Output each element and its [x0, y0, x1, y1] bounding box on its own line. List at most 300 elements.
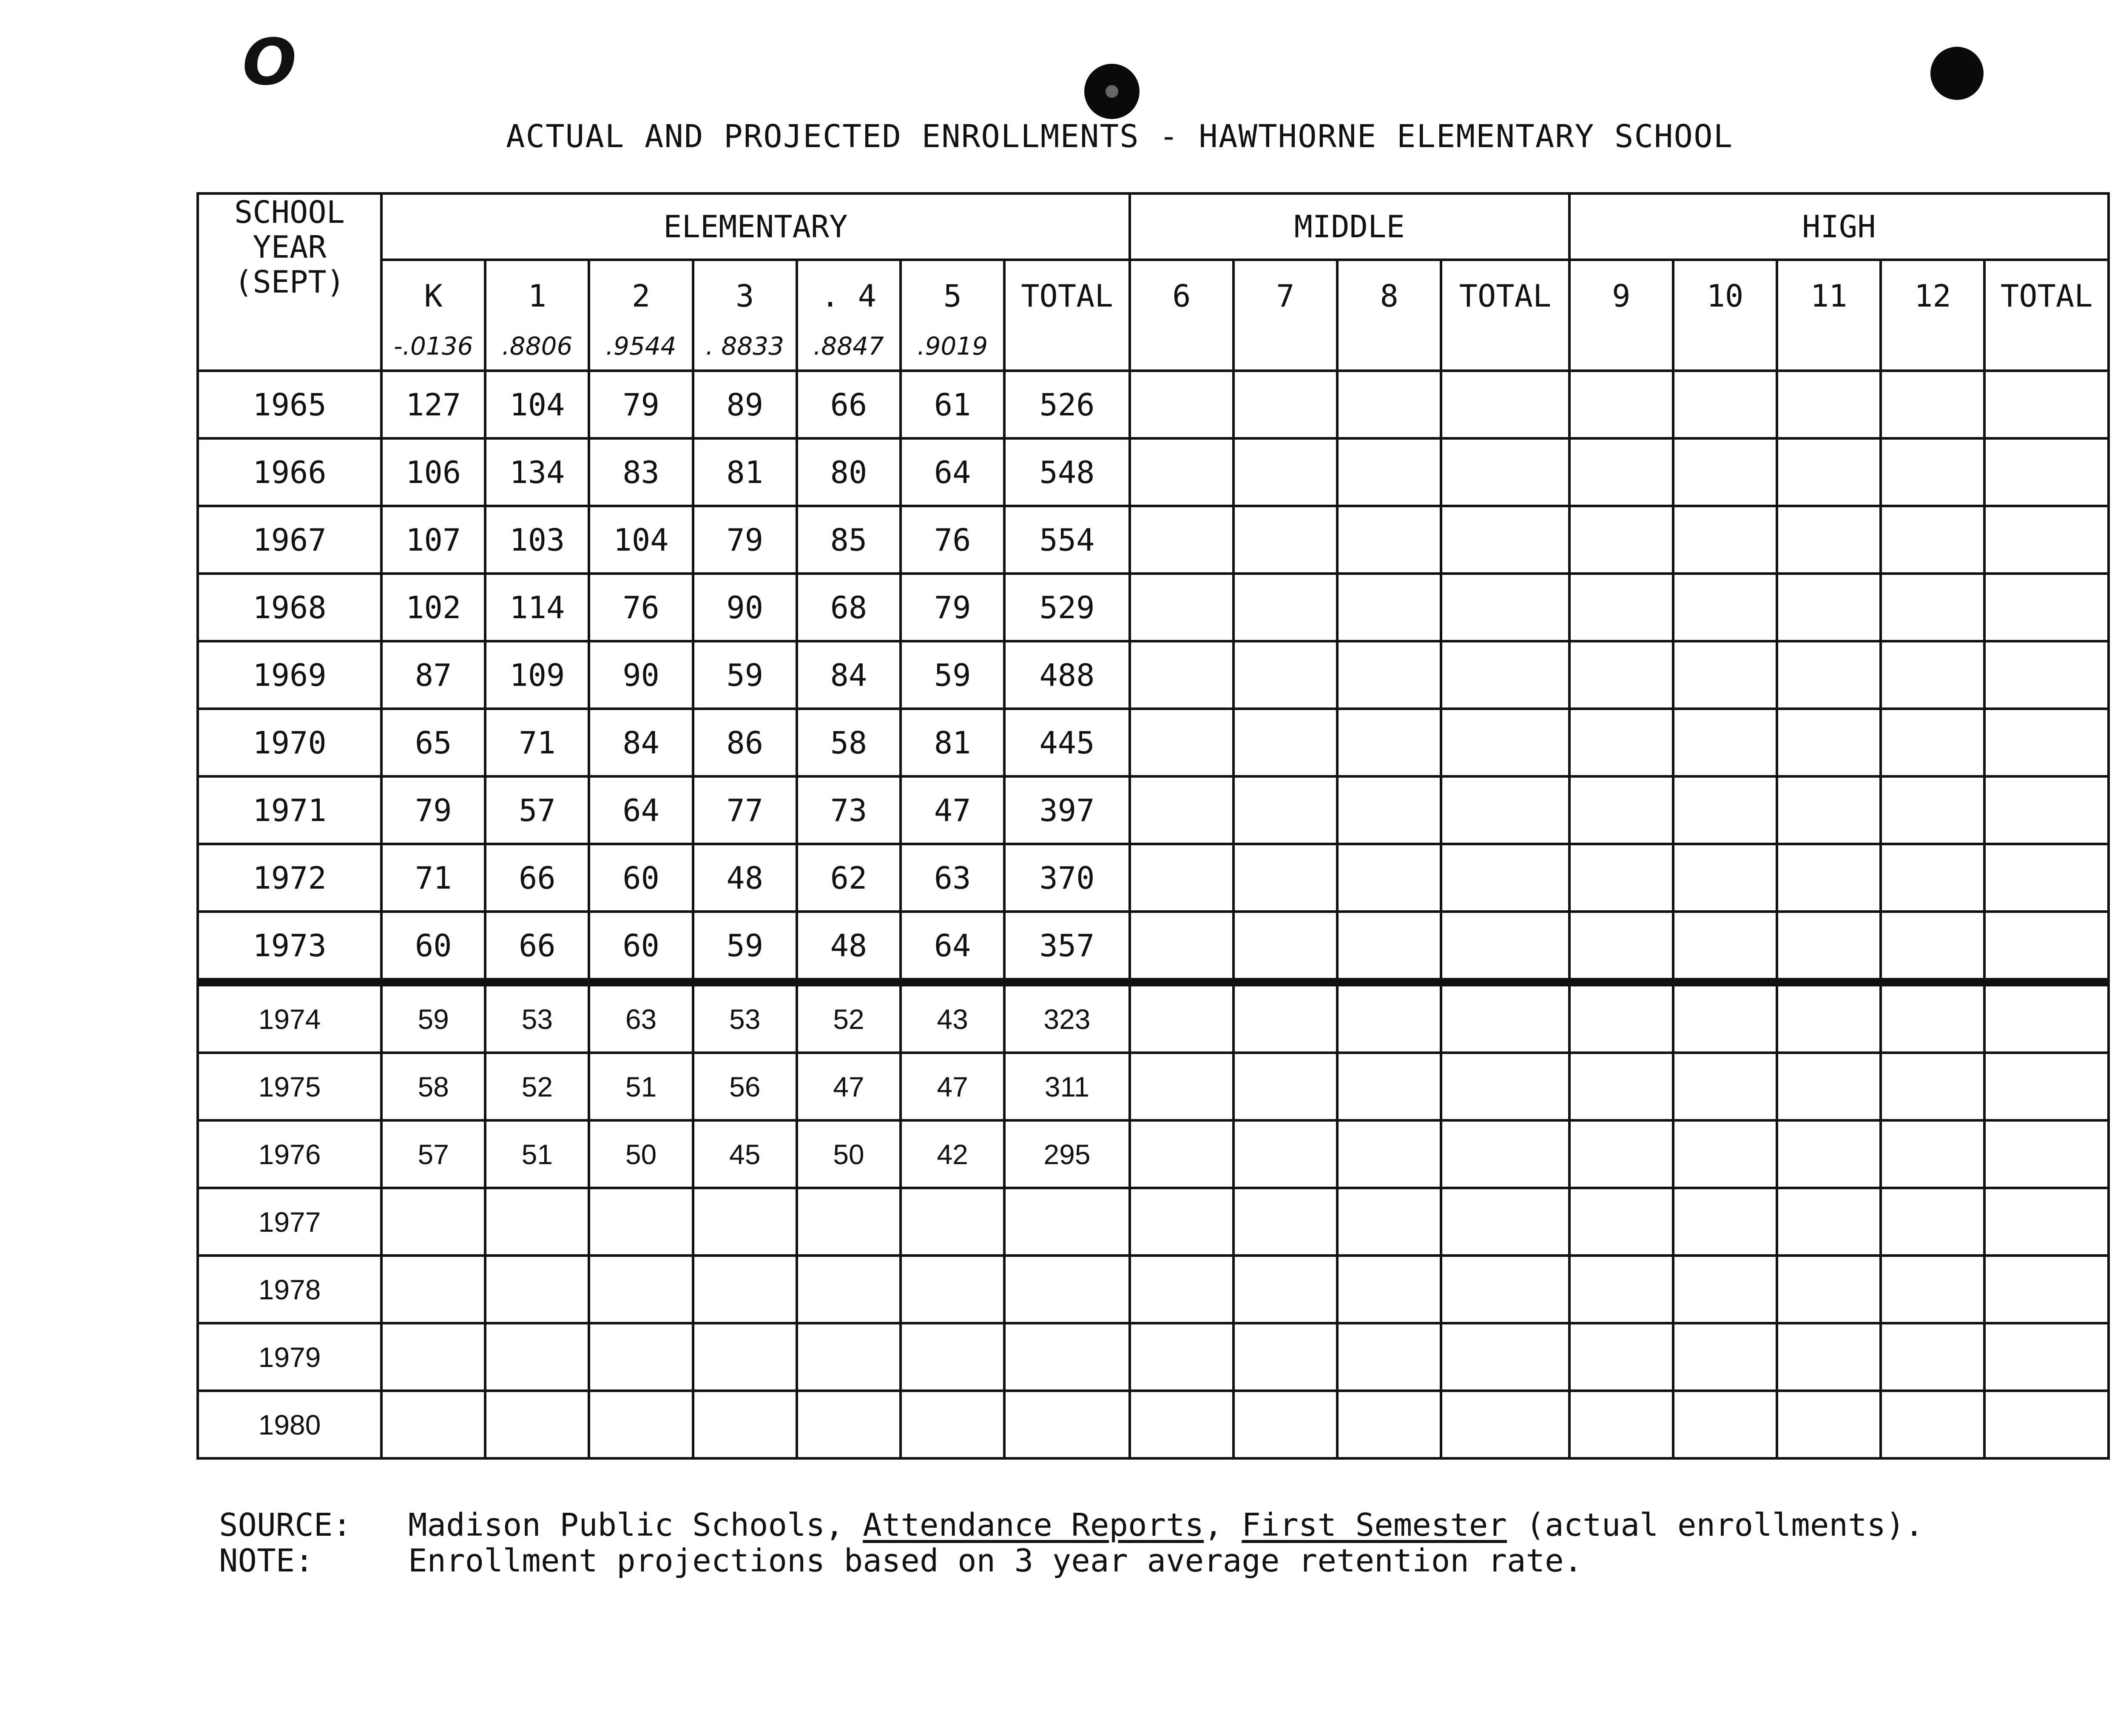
empty-cell [1673, 371, 1777, 438]
empty-cell [1984, 641, 2109, 709]
empty-cell [1234, 574, 1337, 641]
enrollment-cell: 58 [797, 709, 901, 776]
enrollment-cell: 86 [693, 709, 797, 776]
enrollment-cell: 47 [901, 776, 1004, 844]
empty-cell [1569, 371, 1673, 438]
empty-cell [1984, 1391, 2109, 1458]
enrollment-cell [381, 1256, 485, 1323]
empty-cell [1337, 776, 1441, 844]
empty-cell [1234, 709, 1337, 776]
enrollment-cell [485, 1323, 589, 1391]
grade-header-elem: 1 .8806 [485, 260, 589, 371]
year-cell: 1969 [198, 641, 381, 709]
empty-cell [1777, 574, 1881, 641]
empty-cell [1130, 371, 1234, 438]
enrollment-cell: 57 [485, 776, 589, 844]
empty-cell [1441, 371, 1569, 438]
empty-cell [1777, 1188, 1881, 1256]
retention-rate: -.0136 [393, 332, 473, 361]
enrollment-cell: 61 [901, 371, 1004, 438]
enrollment-cell: 52 [797, 982, 901, 1053]
enrollment-cell [797, 1323, 901, 1391]
empty-cell [1569, 912, 1673, 982]
enrollment-cell [485, 1188, 589, 1256]
retention-rate: . 8833 [705, 332, 784, 361]
empty-cell [1441, 438, 1569, 506]
empty-cell [1130, 1323, 1234, 1391]
empty-cell [1673, 574, 1777, 641]
table-row [198, 1053, 2109, 1120]
enrollment-cell: 529 [1004, 574, 1129, 641]
empty-cell [1569, 776, 1673, 844]
empty-cell [1777, 912, 1881, 982]
enrollment-cell: 63 [901, 844, 1004, 912]
table-row [198, 1120, 2109, 1188]
table-row [198, 641, 2109, 709]
retention-rate: .8806 [502, 332, 573, 361]
empty-cell [1777, 776, 1881, 844]
empty-cell [1234, 1256, 1337, 1323]
grade-header-elem: TOTAL [1004, 260, 1129, 371]
empty-cell [1777, 844, 1881, 912]
empty-cell [1777, 1120, 1881, 1188]
empty-cell [1569, 641, 1673, 709]
enrollment-cell: 66 [485, 912, 589, 982]
table-row [198, 1391, 2109, 1458]
enrollment-cell [693, 1256, 797, 1323]
empty-cell [1984, 1120, 2109, 1188]
enrollment-cell: 106 [381, 438, 485, 506]
empty-cell [1881, 1053, 1984, 1120]
enrollment-cell: 52 [485, 1053, 589, 1120]
empty-cell [1984, 371, 2109, 438]
empty-cell [1130, 912, 1234, 982]
elementary-header: ELEMENTARY [381, 193, 1130, 260]
empty-cell [1777, 506, 1881, 574]
note-label: NOTE: [219, 1543, 314, 1579]
grade-header-elem: 5 .9019 [901, 260, 1004, 371]
empty-cell [1881, 1391, 1984, 1458]
enrollment-cell: 68 [797, 574, 901, 641]
empty-cell [1777, 709, 1881, 776]
empty-cell [1441, 641, 1569, 709]
page-title: ACTUAL AND PROJECTED ENROLLMENTS - HAWTHORNE ELEMENTARY SCHOOL [506, 118, 1734, 155]
enrollment-table [196, 192, 2110, 1460]
enrollment-cell: 76 [901, 506, 1004, 574]
empty-cell [1984, 438, 2109, 506]
enrollment-cell: 62 [797, 844, 901, 912]
enrollment-cell: 104 [589, 506, 693, 574]
table-row [198, 709, 2109, 776]
enrollment-cell: 64 [901, 912, 1004, 982]
enrollment-cell: 48 [797, 912, 901, 982]
enrollment-cell: 53 [693, 982, 797, 1053]
empty-cell [1337, 1323, 1441, 1391]
enrollment-cell: 102 [381, 574, 485, 641]
middle-header: MIDDLE [1130, 193, 1569, 260]
empty-cell [1777, 1323, 1881, 1391]
grade-header-high: 11 [1777, 260, 1881, 371]
empty-cell [1234, 1120, 1337, 1188]
enrollment-cell: 81 [901, 709, 1004, 776]
table-row [198, 506, 2109, 574]
empty-cell [1337, 1188, 1441, 1256]
empty-cell [1130, 438, 1234, 506]
year-cell: 1980 [198, 1391, 381, 1458]
empty-cell [1673, 912, 1777, 982]
enrollment-cell: 79 [589, 371, 693, 438]
enrollment-cell [797, 1391, 901, 1458]
source-doc-subtitle: First Semester [1242, 1507, 1507, 1543]
empty-cell [1569, 1120, 1673, 1188]
enrollment-cell [589, 1188, 693, 1256]
empty-cell [1441, 506, 1569, 574]
empty-cell [1337, 1120, 1441, 1188]
enrollment-cell: 79 [693, 506, 797, 574]
enrollment-cell [589, 1323, 693, 1391]
enrollment-cell: 57 [381, 1120, 485, 1188]
table-body [198, 371, 2109, 1458]
empty-cell [1673, 776, 1777, 844]
table-row [198, 912, 2109, 982]
enrollment-cell: 60 [381, 912, 485, 982]
empty-cell [1984, 1256, 2109, 1323]
year-cell: 1965 [198, 371, 381, 438]
empty-cell [1234, 1188, 1337, 1256]
year-cell: 1966 [198, 438, 381, 506]
grade-header-elem: 2 .9544 [589, 260, 693, 371]
enrollment-cell: 59 [693, 641, 797, 709]
enrollment-cell: 323 [1004, 982, 1129, 1053]
empty-cell [1441, 574, 1569, 641]
table-row [198, 1188, 2109, 1256]
empty-cell [1881, 1323, 1984, 1391]
empty-cell [1673, 709, 1777, 776]
enrollment-cell: 397 [1004, 776, 1129, 844]
enrollment-cell: 51 [589, 1053, 693, 1120]
grade-header-high: 10 [1673, 260, 1777, 371]
empty-cell [1881, 371, 1984, 438]
empty-cell [1337, 912, 1441, 982]
enrollment-cell: 66 [485, 844, 589, 912]
empty-cell [1777, 1391, 1881, 1458]
enrollment-cell: 65 [381, 709, 485, 776]
empty-cell [1441, 1323, 1569, 1391]
empty-cell [1130, 1391, 1234, 1458]
empty-cell [1234, 1323, 1337, 1391]
enrollment-cell: 554 [1004, 506, 1129, 574]
retention-rate: .8847 [813, 332, 884, 361]
empty-cell [1569, 982, 1673, 1053]
empty-cell [1441, 1120, 1569, 1188]
empty-cell [1130, 709, 1234, 776]
empty-cell [1337, 371, 1441, 438]
punch-hole-icon [1084, 64, 1140, 119]
enrollment-cell: 71 [485, 709, 589, 776]
enrollment-cell: 134 [485, 438, 589, 506]
empty-cell [1984, 844, 2109, 912]
enrollment-cell: 60 [589, 912, 693, 982]
empty-cell [1337, 641, 1441, 709]
empty-cell [1337, 574, 1441, 641]
enrollment-cell: 83 [589, 438, 693, 506]
enrollment-cell: 90 [589, 641, 693, 709]
empty-cell [1130, 1053, 1234, 1120]
enrollment-cell: 445 [1004, 709, 1129, 776]
empty-cell [1673, 1323, 1777, 1391]
empty-cell [1673, 1256, 1777, 1323]
empty-cell [1441, 1053, 1569, 1120]
empty-cell [1881, 912, 1984, 982]
enrollment-cell: 50 [797, 1120, 901, 1188]
empty-cell [1777, 1256, 1881, 1323]
empty-cell [1569, 574, 1673, 641]
empty-cell [1673, 438, 1777, 506]
enrollment-cell [589, 1391, 693, 1458]
enrollment-cell [1004, 1256, 1129, 1323]
empty-cell [1777, 1053, 1881, 1120]
enrollment-cell: 64 [589, 776, 693, 844]
empty-cell [1881, 1188, 1984, 1256]
empty-cell [1569, 438, 1673, 506]
year-cell: 1970 [198, 709, 381, 776]
footnotes [219, 1507, 1924, 1579]
enrollment-cell: 63 [589, 982, 693, 1053]
empty-cell [1337, 844, 1441, 912]
enrollment-cell: 77 [693, 776, 797, 844]
empty-cell [1234, 506, 1337, 574]
year-cell: 1967 [198, 506, 381, 574]
handwritten-o-mark: O [242, 26, 297, 99]
source-line: SOURCE: Madison Public Schools, Attendance Reports, First Semester (actual enrollments). [219, 1507, 1924, 1543]
empty-cell [1673, 506, 1777, 574]
enrollment-cell: 526 [1004, 371, 1129, 438]
enrollment-cell: 47 [901, 1053, 1004, 1120]
enrollment-cell: 73 [797, 776, 901, 844]
empty-cell [1569, 1188, 1673, 1256]
empty-cell [1337, 1053, 1441, 1120]
enrollment-cell [901, 1323, 1004, 1391]
enrollment-cell: 47 [797, 1053, 901, 1120]
empty-cell [1777, 982, 1881, 1053]
table-row [198, 1323, 2109, 1391]
empty-cell [1984, 574, 2109, 641]
grade-header-high: TOTAL [1984, 260, 2109, 371]
enrollment-cell: 58 [381, 1053, 485, 1120]
empty-cell [1569, 844, 1673, 912]
enrollment-cell: 357 [1004, 912, 1129, 982]
grade-header-middle: 6 [1130, 260, 1234, 371]
empty-cell [1337, 438, 1441, 506]
enrollment-cell: 64 [901, 438, 1004, 506]
enrollment-cell [901, 1256, 1004, 1323]
grade-header-elem: 3 . 8833 [693, 260, 797, 371]
enrollment-cell: 87 [381, 641, 485, 709]
enrollment-cell: 50 [589, 1120, 693, 1188]
grade-header-middle: 7 [1234, 260, 1337, 371]
empty-cell [1881, 709, 1984, 776]
enrollment-cell [693, 1391, 797, 1458]
grade-header-high: 9 [1569, 260, 1673, 371]
empty-cell [1130, 844, 1234, 912]
retention-rate: .9019 [917, 332, 988, 361]
empty-cell [1673, 1120, 1777, 1188]
empty-cell [1337, 709, 1441, 776]
empty-cell [1673, 641, 1777, 709]
empty-cell [1441, 1188, 1569, 1256]
empty-cell [1337, 506, 1441, 574]
empty-cell [1569, 1323, 1673, 1391]
enrollment-cell: 84 [589, 709, 693, 776]
enrollment-cell [901, 1188, 1004, 1256]
enrollment-cell: 66 [797, 371, 901, 438]
empty-cell [1673, 1391, 1777, 1458]
empty-cell [1777, 641, 1881, 709]
enrollment-cell [381, 1391, 485, 1458]
note-line [219, 1543, 1924, 1579]
enrollment-cell [589, 1256, 693, 1323]
empty-cell [1984, 1323, 2109, 1391]
retention-rate: .9544 [605, 332, 676, 361]
empty-cell [1984, 982, 2109, 1053]
enrollment-cell: 109 [485, 641, 589, 709]
empty-cell [1441, 776, 1569, 844]
grade-header-elem: K -.0136 [381, 260, 485, 371]
grade-header-middle: 8 [1337, 260, 1441, 371]
empty-cell [1881, 641, 1984, 709]
enrollment-cell [1004, 1391, 1129, 1458]
empty-cell [1130, 1188, 1234, 1256]
enrollment-cell [381, 1323, 485, 1391]
enrollment-cell: 42 [901, 1120, 1004, 1188]
enrollment-cell: 45 [693, 1120, 797, 1188]
empty-cell [1234, 912, 1337, 982]
enrollment-cell [1004, 1323, 1129, 1391]
empty-cell [1984, 506, 2109, 574]
enrollment-cell: 127 [381, 371, 485, 438]
empty-cell [1673, 982, 1777, 1053]
empty-cell [1234, 1053, 1337, 1120]
empty-cell [1673, 1053, 1777, 1120]
empty-cell [1881, 574, 1984, 641]
year-cell: 1976 [198, 1120, 381, 1188]
table-row [198, 844, 2109, 912]
enrollment-cell [381, 1188, 485, 1256]
empty-cell [1569, 709, 1673, 776]
enrollment-cell: 84 [797, 641, 901, 709]
year-cell: 1979 [198, 1323, 381, 1391]
empty-cell [1881, 776, 1984, 844]
grade-header-middle: TOTAL [1441, 260, 1569, 371]
table-row [198, 574, 2109, 641]
empty-cell [1130, 1256, 1234, 1323]
enrollment-cell: 81 [693, 438, 797, 506]
enrollment-cell: 295 [1004, 1120, 1129, 1188]
table-row [198, 776, 2109, 844]
empty-cell [1130, 641, 1234, 709]
enrollment-cell: 79 [381, 776, 485, 844]
year-cell: 1971 [198, 776, 381, 844]
enrollment-cell: 90 [693, 574, 797, 641]
enrollment-cell: 43 [901, 982, 1004, 1053]
enrollment-cell: 56 [693, 1053, 797, 1120]
source-label: SOURCE: [219, 1507, 352, 1543]
empty-cell [1569, 1256, 1673, 1323]
source-doc-title: Attendance Reports [863, 1507, 1204, 1543]
empty-cell [1337, 1256, 1441, 1323]
empty-cell [1673, 1188, 1777, 1256]
enrollment-cell: 85 [797, 506, 901, 574]
empty-cell [1130, 1120, 1234, 1188]
year-cell: 1974 [198, 982, 381, 1053]
enrollment-cell: 107 [381, 506, 485, 574]
enrollment-cell: 48 [693, 844, 797, 912]
empty-cell [1234, 844, 1337, 912]
empty-cell [1130, 776, 1234, 844]
enrollment-cell: 79 [901, 574, 1004, 641]
enrollment-cell: 53 [485, 982, 589, 1053]
grade-header-row [198, 260, 2109, 371]
year-cell: 1978 [198, 1256, 381, 1323]
enrollment-cell [797, 1188, 901, 1256]
enrollment-cell [485, 1256, 589, 1323]
year-cell: 1973 [198, 912, 381, 982]
year-cell: 1968 [198, 574, 381, 641]
empty-cell [1984, 1188, 2109, 1256]
enrollment-cell: 59 [381, 982, 485, 1053]
empty-cell [1234, 776, 1337, 844]
empty-cell [1777, 438, 1881, 506]
empty-cell [1881, 506, 1984, 574]
empty-cell [1569, 506, 1673, 574]
empty-cell [1234, 1391, 1337, 1458]
empty-cell [1441, 982, 1569, 1053]
punch-hole-icon [1930, 47, 1984, 100]
enrollment-cell [485, 1391, 589, 1458]
empty-cell [1569, 1391, 1673, 1458]
table-row [198, 438, 2109, 506]
high-header: HIGH [1569, 193, 2109, 260]
year-cell: 1977 [198, 1188, 381, 1256]
enrollment-cell: 104 [485, 371, 589, 438]
empty-cell [1569, 1053, 1673, 1120]
enrollment-cell: 370 [1004, 844, 1129, 912]
enrollment-cell: 51 [485, 1120, 589, 1188]
year-cell: 1972 [198, 844, 381, 912]
empty-cell [1984, 912, 2109, 982]
empty-cell [1881, 1256, 1984, 1323]
empty-cell [1234, 371, 1337, 438]
empty-cell [1441, 1256, 1569, 1323]
empty-cell [1337, 982, 1441, 1053]
table-row [198, 371, 2109, 438]
enrollment-cell: 60 [589, 844, 693, 912]
empty-cell [1234, 982, 1337, 1053]
enrollment-cell: 71 [381, 844, 485, 912]
empty-cell [1441, 709, 1569, 776]
empty-cell [1130, 982, 1234, 1053]
empty-cell [1881, 982, 1984, 1053]
enrollment-cell: 76 [589, 574, 693, 641]
enrollment-cell: 80 [797, 438, 901, 506]
note-text: Enrollment projections based on 3 year average retention rate. [408, 1543, 1583, 1579]
enrollment-cell: 59 [901, 641, 1004, 709]
enrollment-cell: 548 [1004, 438, 1129, 506]
enrollment-cell: 311 [1004, 1053, 1129, 1120]
enrollment-cell: 89 [693, 371, 797, 438]
empty-cell [1673, 844, 1777, 912]
empty-cell [1130, 574, 1234, 641]
